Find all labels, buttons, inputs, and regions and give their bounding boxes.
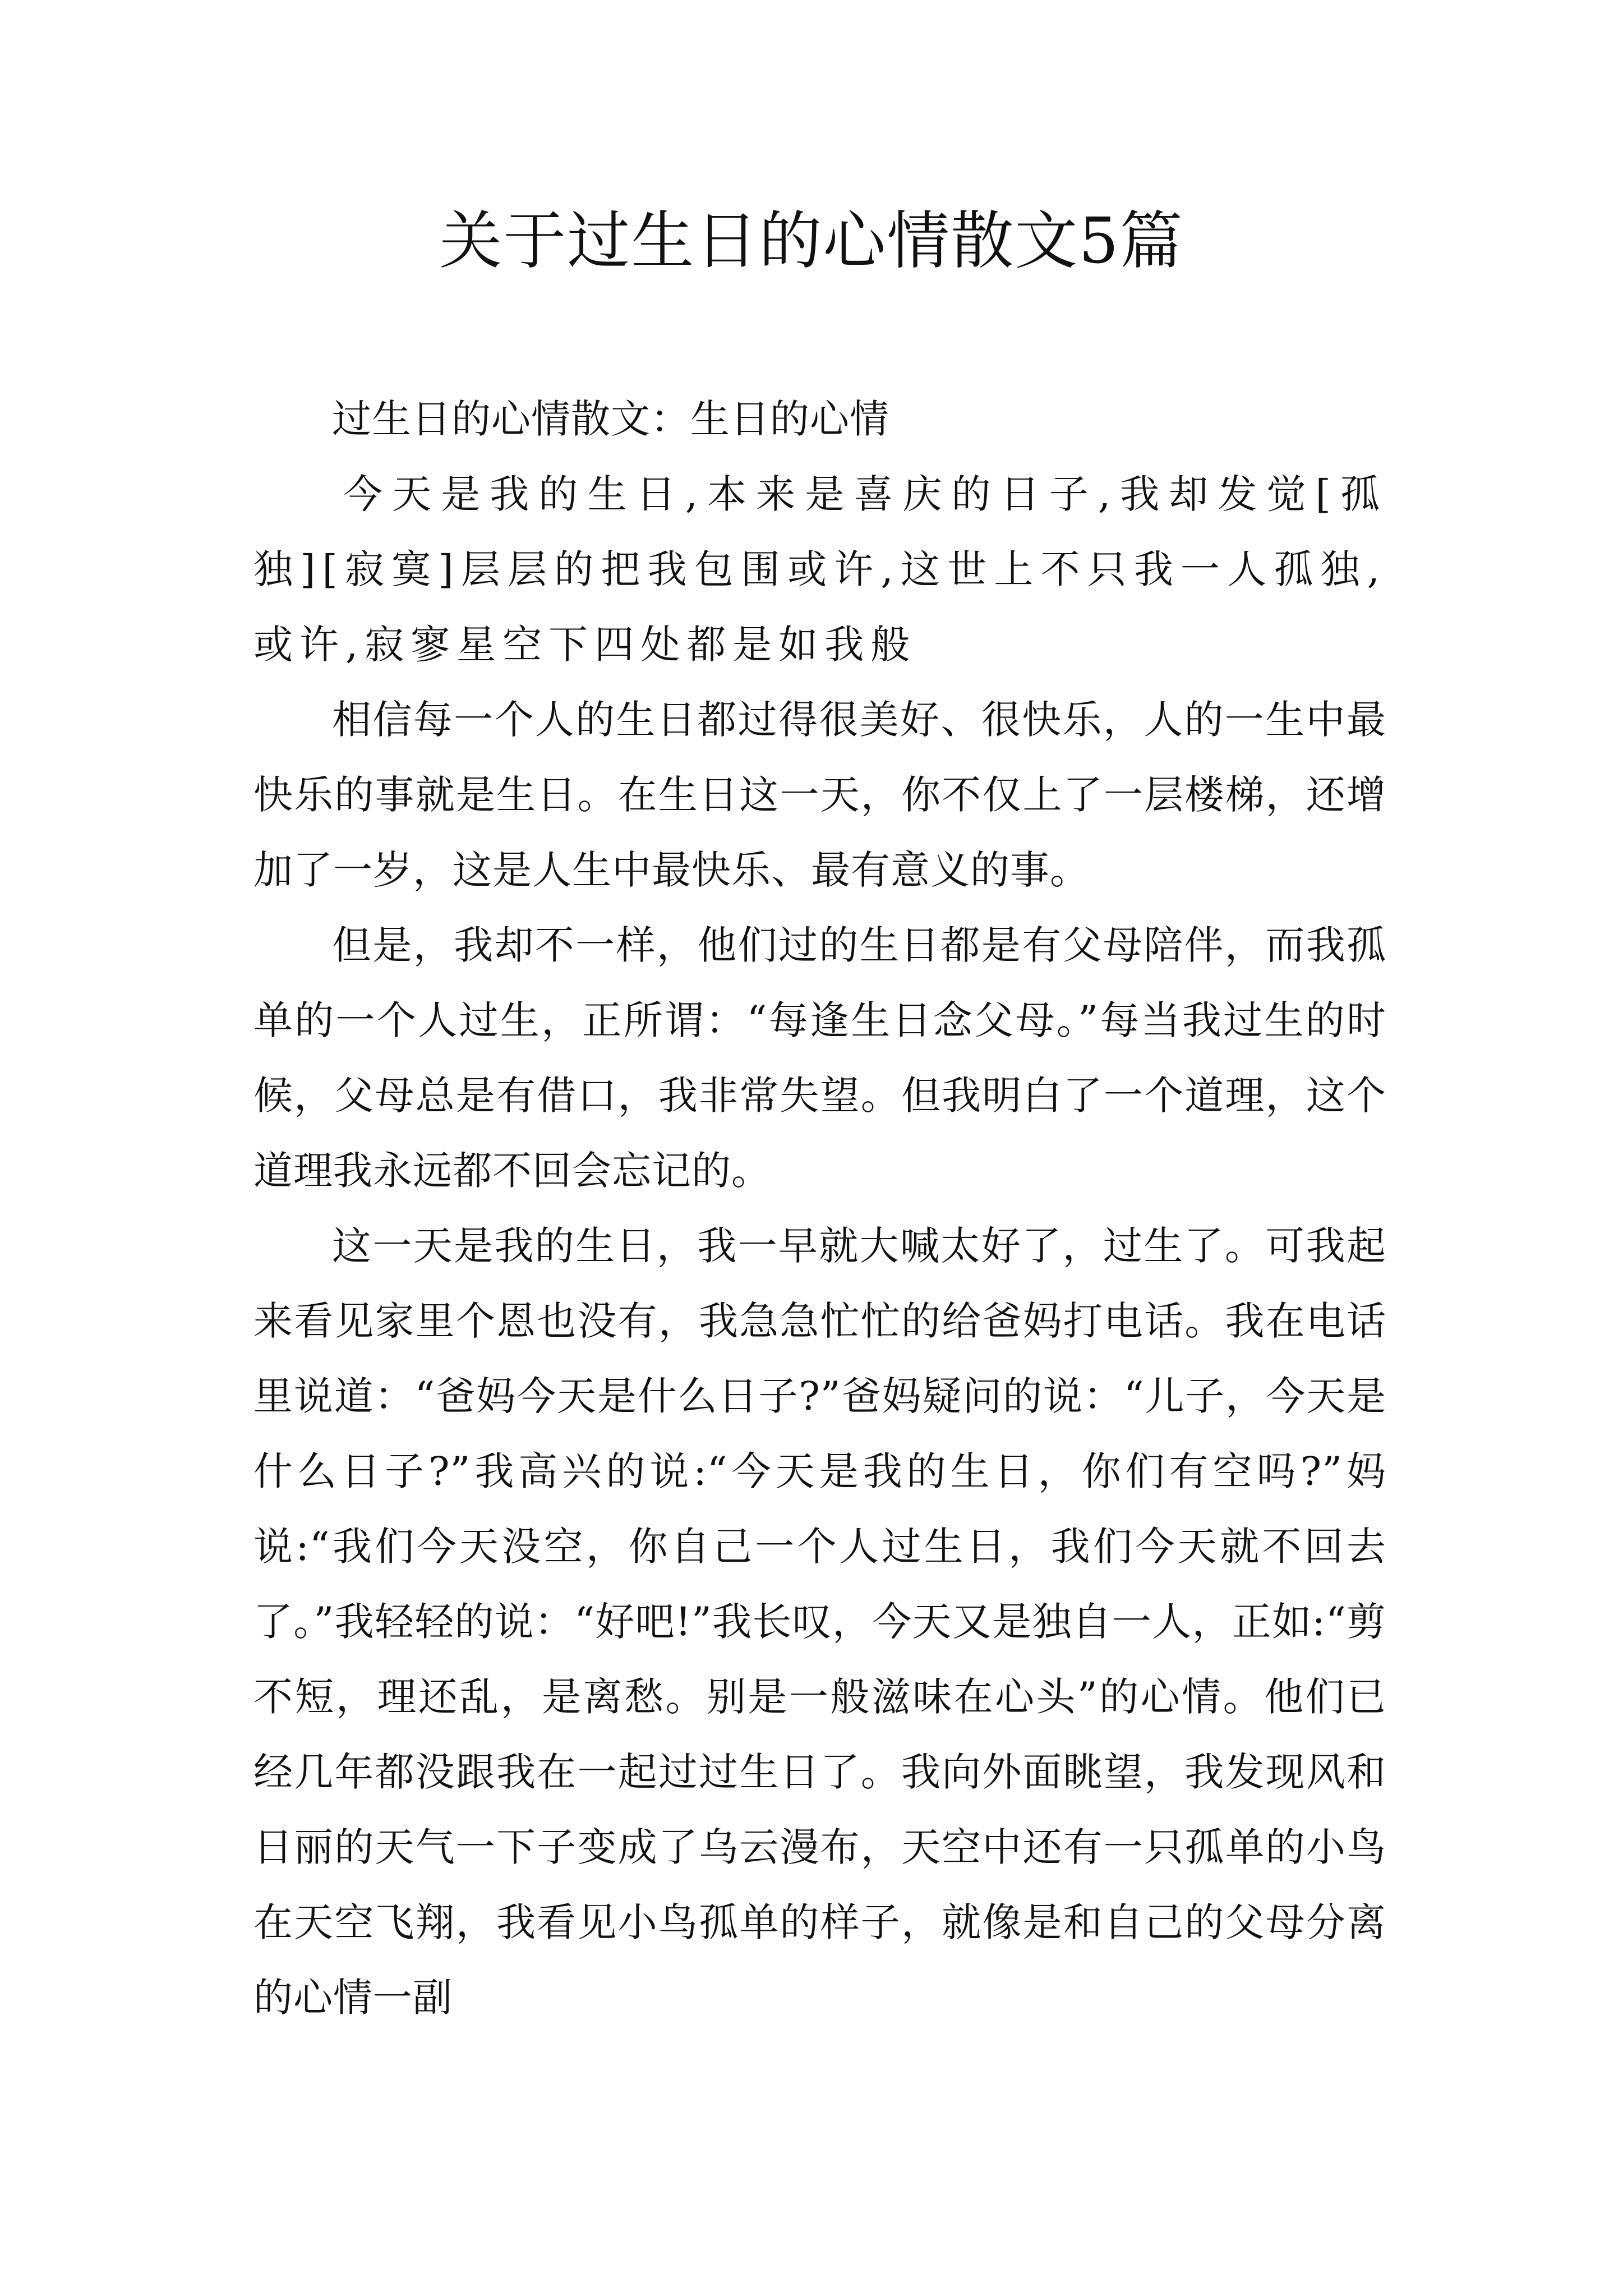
section-heading: 过生日的心情散文：生日的心情 [332, 396, 889, 442]
document-body [253, 381, 1386, 2035]
document-title: 关于过生日的心情散文5篇 [439, 205, 1184, 278]
body-paragraph: 这一天是我的生日，我一早就大喊太好了，过生了。可我起来看见家里个恩也没有，我急急忙忙的给爸妈打电话。我在电话里说道：“爸妈今天是什么日子?”爸妈疑问的说：“儿子，今天是什么日子?”我高兴的说:“今天是我的生日，你们有空吗?”妈说:“我们今天没空，你自己一个人过生日，我们今天就不回去了。”我轻轻的说：“好吧!”我长叹，今天又是独自一人，正如:“剪不短，理还乱，是离愁。别是一般滋味在心头”的心情。他们已经几年都没跟我在一起过过生日了。我向外面眺望，我发现风和日丽的天气一下子变成了乌云漫布，天空中还有一只孤单的小鸟在天空飞翔，我看见小鸟孤单的样子，就像是和自己的父母分离的心情一副 [253, 1223, 1386, 2021]
body-paragraph: 相信每一个人的生日都过得很美好、很快乐，人的一生中最快乐的事就是生日。在生日这一天，你不仅上了一层楼梯，还增加了一岁，这是人生中最快乐、最有意义的事。 [253, 697, 1386, 893]
body-paragraph: 今天是我的生日,本来是喜庆的日子,我却发觉[孤独][寂寞]层层的把我包围或许,这世上不只我一人孤独,或许,寂寥星空下四处都是如我般 [253, 471, 1386, 668]
body-paragraph: 但是，我却不一样，他们过的生日都是有父母陪伴，而我孤单的一个人过生，正所谓：“每逢生日念父母。”每当我过生的时候，父母总是有借口，我非常失望。但我明白了一个道理，这个道理我永远都不回会忘记的。 [253, 922, 1386, 1194]
